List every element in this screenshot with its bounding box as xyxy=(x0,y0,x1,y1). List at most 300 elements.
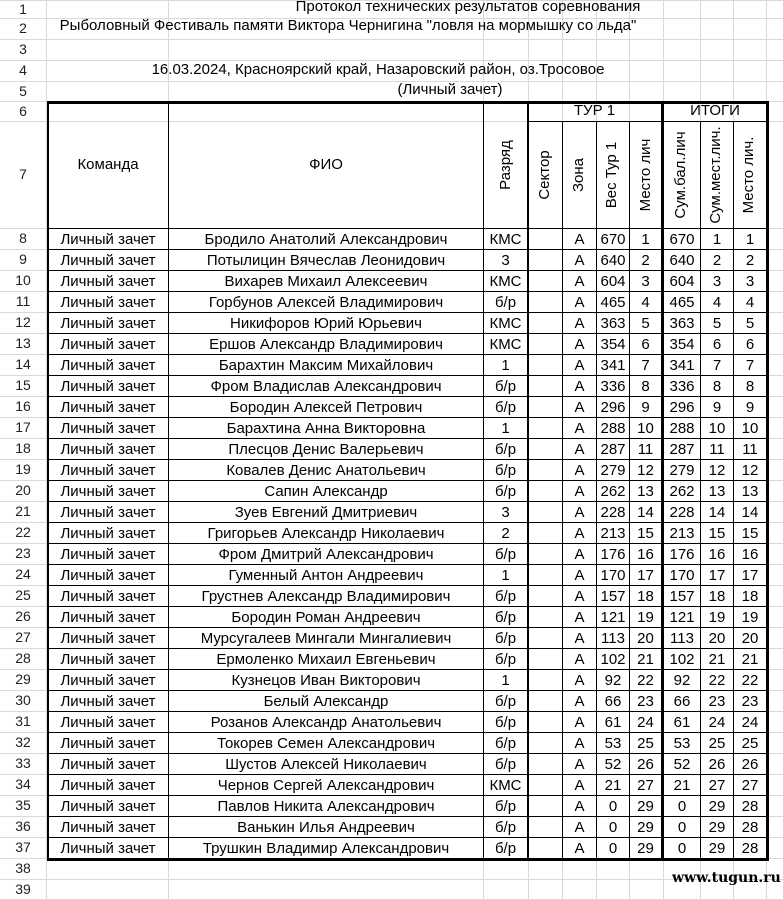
cell-sector[interactable] xyxy=(529,522,562,543)
cell-sector[interactable] xyxy=(529,816,562,837)
cell-sum-points[interactable]: 296 xyxy=(669,399,695,416)
cell-sum-points[interactable]: 670 xyxy=(669,231,695,248)
cell-sum-points[interactable]: 363 xyxy=(669,315,695,332)
row-number[interactable]: 9 xyxy=(19,251,27,267)
cell-name[interactable]: Шустов Алексей Николаевич xyxy=(225,756,427,773)
cell-rank[interactable]: б/р xyxy=(494,294,517,311)
cell-zone[interactable]: А xyxy=(574,546,585,563)
cell-weight[interactable]: 61 xyxy=(604,714,622,731)
row-number[interactable]: 28 xyxy=(15,650,31,666)
cell-final-place[interactable]: 1 xyxy=(745,231,755,248)
row-number[interactable]: 33 xyxy=(15,755,31,771)
cell-sum-points[interactable]: 341 xyxy=(669,357,695,374)
cell-sum-places[interactable]: 11 xyxy=(709,441,725,458)
cell-name[interactable]: Потылицин Вячеслав Леонидович xyxy=(206,252,446,269)
cell-sum-points[interactable]: 213 xyxy=(669,525,695,542)
cell-team[interactable]: Личный зачет xyxy=(60,798,156,815)
sheet-title[interactable]: Протокол технических результатов соревнования xyxy=(295,0,641,15)
cell-rank[interactable]: 1 xyxy=(501,567,510,584)
cell-name[interactable]: Трушкин Владимир Александрович xyxy=(202,840,450,857)
header-zone[interactable]: Зона xyxy=(570,157,587,193)
cell-rank[interactable]: б/р xyxy=(494,819,517,836)
cell-sum-places[interactable]: 5 xyxy=(712,315,722,332)
cell-team[interactable]: Личный зачет xyxy=(60,231,156,248)
cell-sum-places[interactable]: 3 xyxy=(712,273,722,290)
cell-sum-places[interactable]: 2 xyxy=(712,252,722,269)
cell-team[interactable]: Личный зачет xyxy=(60,462,156,479)
cell-team[interactable]: Личный зачет xyxy=(60,714,156,731)
cell-place[interactable]: 20 xyxy=(637,630,654,647)
cell-name[interactable]: Барахтина Анна Викторовна xyxy=(226,420,426,437)
cell-rank[interactable]: б/р xyxy=(494,840,517,857)
cell-sector[interactable] xyxy=(529,837,562,858)
cell-name[interactable]: Токорев Семен Александрович xyxy=(216,735,436,752)
cell-team[interactable]: Личный зачет xyxy=(60,504,156,521)
row-number[interactable]: 29 xyxy=(15,671,31,687)
cell-team[interactable]: Личный зачет xyxy=(60,483,156,500)
row-number[interactable]: 5 xyxy=(19,83,27,99)
cell-weight[interactable]: 0 xyxy=(608,798,618,815)
cell-place[interactable]: 29 xyxy=(637,798,654,815)
cell-rank[interactable]: б/р xyxy=(494,714,517,731)
cell-team[interactable]: Личный зачет xyxy=(60,273,156,290)
cell-rank[interactable]: 2 xyxy=(501,525,510,542)
cell-sector[interactable] xyxy=(529,606,562,627)
header-weight[interactable]: Вес Тур 1 xyxy=(603,141,620,209)
cell-team[interactable]: Личный зачет xyxy=(60,441,156,458)
row-number[interactable]: 11 xyxy=(15,293,31,309)
cell-sum-points[interactable]: 92 xyxy=(673,672,691,689)
cell-final-place[interactable]: 25 xyxy=(741,735,759,752)
cell-sector[interactable] xyxy=(529,585,562,606)
cell-final-place[interactable]: 10 xyxy=(741,420,759,437)
cell-final-place[interactable]: 20 xyxy=(741,630,759,647)
row-number[interactable]: 25 xyxy=(15,587,31,603)
cell-place[interactable]: 7 xyxy=(641,357,650,374)
cell-final-place[interactable]: 18 xyxy=(741,588,759,605)
cell-weight[interactable]: 287 xyxy=(600,441,626,458)
cell-name[interactable]: Чернов Сергей Александрович xyxy=(217,777,435,794)
cell-zone[interactable]: А xyxy=(574,798,585,815)
cell-zone[interactable]: А xyxy=(574,399,585,416)
cell-team[interactable]: Личный зачет xyxy=(60,525,156,542)
row-number[interactable]: 21 xyxy=(15,503,31,519)
cell-sector[interactable] xyxy=(529,438,562,459)
cell-zone[interactable]: А xyxy=(574,819,585,836)
cell-team[interactable]: Личный зачет xyxy=(60,336,156,353)
cell-sum-places[interactable]: 9 xyxy=(712,399,722,416)
cell-name[interactable]: Мурсугалеев Мингали Мингалиевич xyxy=(200,630,452,647)
cell-sum-points[interactable]: 170 xyxy=(669,567,695,584)
cell-final-place[interactable]: 28 xyxy=(741,840,759,857)
cell-sum-points[interactable]: 176 xyxy=(669,546,695,563)
standings-type[interactable]: (Личный зачет) xyxy=(397,81,503,98)
cell-weight[interactable]: 0 xyxy=(608,819,618,836)
cell-final-place[interactable]: 5 xyxy=(745,315,755,332)
cell-sum-places[interactable]: 20 xyxy=(708,630,726,647)
cell-zone[interactable]: А xyxy=(574,525,585,542)
cell-team[interactable]: Личный зачет xyxy=(60,819,156,836)
cell-zone[interactable]: А xyxy=(574,483,585,500)
row-number[interactable]: 1 xyxy=(19,1,27,17)
cell-name[interactable]: Никифоров Юрий Юрьевич xyxy=(230,315,422,332)
row-number[interactable]: 16 xyxy=(15,398,31,414)
cell-weight[interactable]: 279 xyxy=(600,462,626,479)
sheet-subtitle[interactable]: Рыболовный Фестиваль памяти Виктора Чернигина "ловля на мормышку со льда" xyxy=(59,17,637,34)
header-sum-places[interactable]: Сум.мест.лич. xyxy=(707,126,724,224)
cell-zone[interactable]: А xyxy=(574,462,585,479)
row-number[interactable]: 12 xyxy=(15,314,31,330)
cell-place[interactable]: 21 xyxy=(637,651,654,668)
cell-sum-points[interactable]: 287 xyxy=(669,441,695,458)
cell-weight[interactable]: 465 xyxy=(600,294,626,311)
cell-team[interactable]: Личный зачет xyxy=(60,756,156,773)
cell-weight[interactable]: 262 xyxy=(600,483,626,500)
cell-sector[interactable] xyxy=(529,459,562,480)
cell-weight[interactable]: 604 xyxy=(600,273,626,290)
cell-weight[interactable]: 640 xyxy=(600,252,626,269)
cell-sum-points[interactable]: 0 xyxy=(677,819,687,836)
event-date-location[interactable]: 16.03.2024, Красноярский край, Назаровский район, оз.Тросовое xyxy=(151,61,605,78)
cell-sum-places[interactable]: 21 xyxy=(708,651,726,668)
cell-place[interactable]: 26 xyxy=(637,756,654,773)
cell-rank[interactable]: б/р xyxy=(494,735,517,752)
cell-team[interactable]: Личный зачет xyxy=(60,588,156,605)
cell-weight[interactable]: 354 xyxy=(600,336,626,353)
cell-name[interactable]: Барахтин Максим Михайлович xyxy=(218,357,434,374)
header-final-place[interactable]: Место лич. xyxy=(740,136,757,214)
cell-place[interactable]: 29 xyxy=(637,840,654,857)
cell-team[interactable]: Личный зачет xyxy=(60,399,156,416)
cell-place[interactable]: 8 xyxy=(641,378,650,395)
cell-rank[interactable]: 3 xyxy=(501,504,510,521)
cell-sector[interactable] xyxy=(529,669,562,690)
cell-weight[interactable]: 113 xyxy=(601,630,625,647)
cell-team[interactable]: Личный зачет xyxy=(60,252,156,269)
cell-sum-places[interactable]: 27 xyxy=(708,777,726,794)
cell-place[interactable]: 9 xyxy=(641,399,650,416)
cell-zone[interactable]: А xyxy=(574,756,585,773)
cell-sector[interactable] xyxy=(529,354,562,375)
cell-sum-points[interactable]: 228 xyxy=(669,504,695,521)
cell-sector[interactable] xyxy=(529,312,562,333)
cell-name[interactable]: Ермоленко Михаил Евгеньевич xyxy=(216,651,436,668)
cell-name[interactable]: Бродило Анатолий Александрович xyxy=(204,231,448,248)
cell-place[interactable]: 19 xyxy=(637,609,654,626)
row-number[interactable]: 30 xyxy=(15,692,31,708)
row-number[interactable]: 34 xyxy=(15,776,31,792)
cell-team[interactable]: Личный зачет xyxy=(60,609,156,626)
cell-sum-places[interactable]: 26 xyxy=(708,756,726,773)
cell-weight[interactable]: 21 xyxy=(604,777,622,794)
row-number[interactable]: 24 xyxy=(15,566,31,582)
cell-sum-points[interactable]: 354 xyxy=(669,336,695,353)
cell-rank[interactable]: б/р xyxy=(494,630,517,647)
cell-sum-points[interactable]: 121 xyxy=(669,609,695,626)
cell-sum-points[interactable]: 113 xyxy=(670,630,694,647)
cell-sum-points[interactable]: 604 xyxy=(669,273,695,290)
cell-name[interactable]: Фром Владислав Александрович xyxy=(210,378,442,395)
cell-sum-points[interactable]: 262 xyxy=(669,483,695,500)
cell-rank[interactable]: б/р xyxy=(494,378,517,395)
cell-sector[interactable] xyxy=(529,270,562,291)
cell-zone[interactable]: А xyxy=(574,693,585,710)
cell-zone[interactable]: А xyxy=(574,840,585,857)
row-number[interactable]: 23 xyxy=(15,545,31,561)
cell-sum-points[interactable]: 61 xyxy=(673,714,691,731)
row-number[interactable]: 8 xyxy=(19,230,27,246)
cell-place[interactable]: 4 xyxy=(641,294,650,311)
cell-weight[interactable]: 92 xyxy=(604,672,622,689)
row-number[interactable]: 6 xyxy=(19,103,27,119)
cell-name[interactable]: Вихарев Михаил Алексеевич xyxy=(224,273,428,290)
cell-team[interactable]: Личный зачет xyxy=(60,567,156,584)
cell-team[interactable]: Личный зачет xyxy=(60,735,156,752)
cell-sum-points[interactable]: 21 xyxy=(673,777,691,794)
cell-sum-places[interactable]: 19 xyxy=(708,609,726,626)
cell-final-place[interactable]: 21 xyxy=(741,651,759,668)
header-place[interactable]: Место лич xyxy=(637,138,654,212)
header-sum-points[interactable]: Сум.бал.лич xyxy=(672,131,689,219)
header-name[interactable]: ФИО xyxy=(309,156,343,173)
cell-team[interactable]: Личный зачет xyxy=(60,546,156,563)
cell-name[interactable]: Ершов Александр Владимирович xyxy=(209,336,443,353)
cell-sum-places[interactable]: 16 xyxy=(708,546,726,563)
cell-name[interactable]: Бородин Алексей Петрович xyxy=(229,399,423,416)
cell-weight[interactable]: 176 xyxy=(600,546,626,563)
cell-sum-places[interactable]: 29 xyxy=(708,840,726,857)
cell-place[interactable]: 5 xyxy=(641,315,650,332)
cell-sum-places[interactable]: 15 xyxy=(708,525,726,542)
cell-sum-places[interactable]: 17 xyxy=(708,567,726,584)
cell-sum-points[interactable]: 53 xyxy=(673,735,691,752)
cell-sector[interactable] xyxy=(529,795,562,816)
cell-sum-points[interactable]: 288 xyxy=(669,420,695,437)
cell-final-place[interactable]: 12 xyxy=(741,462,759,479)
cell-sum-places[interactable]: 18 xyxy=(708,588,726,605)
row-number[interactable]: 35 xyxy=(15,797,31,813)
row-number[interactable]: 14 xyxy=(15,356,31,372)
cell-rank[interactable]: КМС xyxy=(489,777,522,794)
cell-name[interactable]: Григорьев Александр Николаевич xyxy=(207,525,445,542)
cell-zone[interactable]: А xyxy=(574,357,585,374)
cell-final-place[interactable]: 24 xyxy=(741,714,759,731)
row-number[interactable]: 20 xyxy=(15,482,31,498)
cell-place[interactable]: 29 xyxy=(637,819,654,836)
cell-sum-points[interactable]: 640 xyxy=(669,252,695,269)
cell-rank[interactable]: б/р xyxy=(494,756,517,773)
cell-place[interactable]: 23 xyxy=(637,693,654,710)
cell-zone[interactable]: А xyxy=(574,294,585,311)
header-tour-group[interactable]: ТУР 1 xyxy=(573,102,616,119)
cell-weight[interactable]: 121 xyxy=(600,609,626,626)
cell-place[interactable]: 15 xyxy=(637,525,654,542)
cell-sector[interactable] xyxy=(529,543,562,564)
cell-final-place[interactable]: 19 xyxy=(741,609,759,626)
cell-place[interactable]: 3 xyxy=(641,273,650,290)
cell-sector[interactable] xyxy=(529,711,562,732)
cell-place[interactable]: 22 xyxy=(637,672,654,689)
cell-place[interactable]: 13 xyxy=(637,483,654,500)
cell-name[interactable]: Грустнев Александр Владимирович xyxy=(201,588,451,605)
cell-final-place[interactable]: 28 xyxy=(741,798,759,815)
cell-team[interactable]: Личный зачет xyxy=(60,672,156,689)
row-number[interactable]: 36 xyxy=(15,818,31,834)
cell-rank[interactable]: 1 xyxy=(501,357,510,374)
cell-final-place[interactable]: 2 xyxy=(745,252,755,269)
cell-team[interactable]: Личный зачет xyxy=(60,630,156,647)
cell-sum-places[interactable]: 12 xyxy=(708,462,726,479)
cell-sum-points[interactable]: 336 xyxy=(669,378,695,395)
cell-final-place[interactable]: 22 xyxy=(741,672,759,689)
cell-sum-points[interactable]: 279 xyxy=(669,462,695,479)
cell-final-place[interactable]: 3 xyxy=(745,273,755,290)
cell-name[interactable]: Фром Дмитрий Александрович xyxy=(218,546,434,563)
cell-name[interactable]: Кузнецов Иван Викторович xyxy=(231,672,421,689)
cell-final-place[interactable]: 13 xyxy=(741,483,759,500)
cell-final-place[interactable]: 17 xyxy=(741,567,759,584)
row-number[interactable]: 32 xyxy=(15,734,31,750)
cell-sector[interactable] xyxy=(529,690,562,711)
cell-sum-places[interactable]: 22 xyxy=(708,672,726,689)
cell-zone[interactable]: А xyxy=(574,273,585,290)
cell-final-place[interactable]: 16 xyxy=(741,546,759,563)
cell-rank[interactable]: 1 xyxy=(501,420,510,437)
cell-rank[interactable]: б/р xyxy=(494,441,517,458)
cell-final-place[interactable]: 15 xyxy=(741,525,759,542)
cell-place[interactable]: 11 xyxy=(637,441,654,458)
cell-weight[interactable]: 228 xyxy=(600,504,626,521)
cell-place[interactable]: 25 xyxy=(637,735,654,752)
cell-sector[interactable] xyxy=(529,732,562,753)
cell-rank[interactable]: КМС xyxy=(489,231,522,248)
cell-place[interactable]: 2 xyxy=(641,252,650,269)
cell-zone[interactable]: А xyxy=(574,252,585,269)
cell-sum-points[interactable]: 0 xyxy=(677,798,687,815)
cell-zone[interactable]: А xyxy=(574,735,585,752)
cell-sum-places[interactable]: 8 xyxy=(712,378,722,395)
cell-rank[interactable]: б/р xyxy=(494,483,517,500)
row-number[interactable]: 19 xyxy=(15,461,31,477)
row-number[interactable]: 26 xyxy=(15,608,31,624)
header-rank[interactable]: Разряд xyxy=(497,140,514,190)
row-number[interactable]: 38 xyxy=(15,860,31,876)
cell-name[interactable]: Плесцов Денис Валерьевич xyxy=(228,441,424,458)
cell-sum-points[interactable]: 465 xyxy=(669,294,695,311)
cell-final-place[interactable]: 14 xyxy=(741,504,759,521)
cell-rank[interactable]: 1 xyxy=(501,672,510,689)
row-number[interactable]: 39 xyxy=(15,881,31,897)
cell-place[interactable]: 18 xyxy=(637,588,654,605)
cell-weight[interactable]: 66 xyxy=(604,693,622,710)
cell-sum-points[interactable]: 157 xyxy=(669,588,695,605)
cell-final-place[interactable]: 6 xyxy=(745,336,755,353)
row-number[interactable]: 17 xyxy=(15,419,31,435)
cell-place[interactable]: 27 xyxy=(637,777,654,794)
cell-place[interactable]: 6 xyxy=(641,336,650,353)
cell-weight[interactable]: 670 xyxy=(600,231,626,248)
cell-final-place[interactable]: 7 xyxy=(745,357,755,374)
row-number[interactable]: 13 xyxy=(15,335,31,351)
cell-final-place[interactable]: 26 xyxy=(741,756,759,773)
cell-zone[interactable]: А xyxy=(574,714,585,731)
cell-rank[interactable]: б/р xyxy=(494,462,517,479)
row-number[interactable]: 31 xyxy=(15,713,31,729)
cell-rank[interactable]: б/р xyxy=(494,609,517,626)
cell-name[interactable]: Ковалев Денис Анатольевич xyxy=(226,462,426,479)
cell-sector[interactable] xyxy=(529,291,562,312)
cell-sector[interactable] xyxy=(529,396,562,417)
cell-zone[interactable]: А xyxy=(574,651,585,668)
cell-sum-places[interactable]: 29 xyxy=(708,798,726,815)
cell-sum-places[interactable]: 6 xyxy=(712,336,722,353)
cell-name[interactable]: Белый Александр xyxy=(263,693,389,710)
cell-rank[interactable]: б/р xyxy=(494,651,517,668)
cell-weight[interactable]: 213 xyxy=(600,525,626,542)
cell-sector[interactable] xyxy=(529,753,562,774)
cell-sum-places[interactable]: 25 xyxy=(708,735,726,752)
cell-sector[interactable] xyxy=(529,627,562,648)
cell-sector[interactable] xyxy=(529,648,562,669)
cell-weight[interactable]: 102 xyxy=(600,651,626,668)
cell-rank[interactable]: б/р xyxy=(494,693,517,710)
cell-name[interactable]: Павлов Никита Александрович xyxy=(217,798,435,815)
cell-sector[interactable] xyxy=(529,501,562,522)
row-number[interactable]: 3 xyxy=(19,41,27,57)
cell-final-place[interactable]: 9 xyxy=(745,399,755,416)
cell-sum-places[interactable]: 23 xyxy=(708,693,726,710)
cell-place[interactable]: 17 xyxy=(637,567,654,584)
cell-weight[interactable]: 53 xyxy=(604,735,622,752)
cell-rank[interactable]: КМС xyxy=(489,315,522,332)
cell-team[interactable]: Личный зачет xyxy=(60,357,156,374)
cell-name[interactable]: Ванькин Илья Андреевич xyxy=(237,819,415,836)
cell-place[interactable]: 12 xyxy=(637,462,654,479)
header-team[interactable]: Команда xyxy=(77,156,139,173)
cell-zone[interactable]: А xyxy=(574,315,585,332)
cell-zone[interactable]: А xyxy=(574,420,585,437)
cell-weight[interactable]: 288 xyxy=(600,420,626,437)
cell-rank[interactable]: б/р xyxy=(494,588,517,605)
cell-final-place[interactable]: 27 xyxy=(741,777,759,794)
cell-sum-places[interactable]: 1 xyxy=(712,231,722,248)
cell-sum-places[interactable]: 29 xyxy=(708,819,726,836)
cell-team[interactable]: Личный зачет xyxy=(60,840,156,857)
header-sector[interactable]: Сектор xyxy=(536,150,553,200)
cell-zone[interactable]: А xyxy=(574,441,585,458)
row-number[interactable]: 4 xyxy=(19,62,27,78)
cell-rank[interactable]: КМС xyxy=(489,336,522,353)
cell-name[interactable]: Гуменный Антон Андреевич xyxy=(228,567,424,584)
cell-weight[interactable]: 296 xyxy=(600,399,626,416)
cell-zone[interactable]: А xyxy=(574,588,585,605)
cell-place[interactable]: 1 xyxy=(641,231,650,248)
cell-place[interactable]: 16 xyxy=(637,546,654,563)
cell-sector[interactable] xyxy=(529,375,562,396)
cell-zone[interactable]: А xyxy=(574,336,585,353)
cell-name[interactable]: Горбунов Алексей Владимирович xyxy=(208,294,444,311)
cell-rank[interactable]: б/р xyxy=(494,546,517,563)
cell-sum-places[interactable]: 4 xyxy=(712,294,722,311)
cell-team[interactable]: Личный зачет xyxy=(60,378,156,395)
header-totals-group[interactable]: ИТОГИ xyxy=(690,102,740,119)
cell-zone[interactable]: А xyxy=(574,504,585,521)
cell-sum-points[interactable]: 0 xyxy=(677,840,687,857)
row-number[interactable]: 22 xyxy=(15,524,31,540)
cell-sum-places[interactable]: 7 xyxy=(712,357,722,374)
cell-team[interactable]: Личный зачет xyxy=(60,315,156,332)
cell-team[interactable]: Личный зачет xyxy=(60,651,156,668)
